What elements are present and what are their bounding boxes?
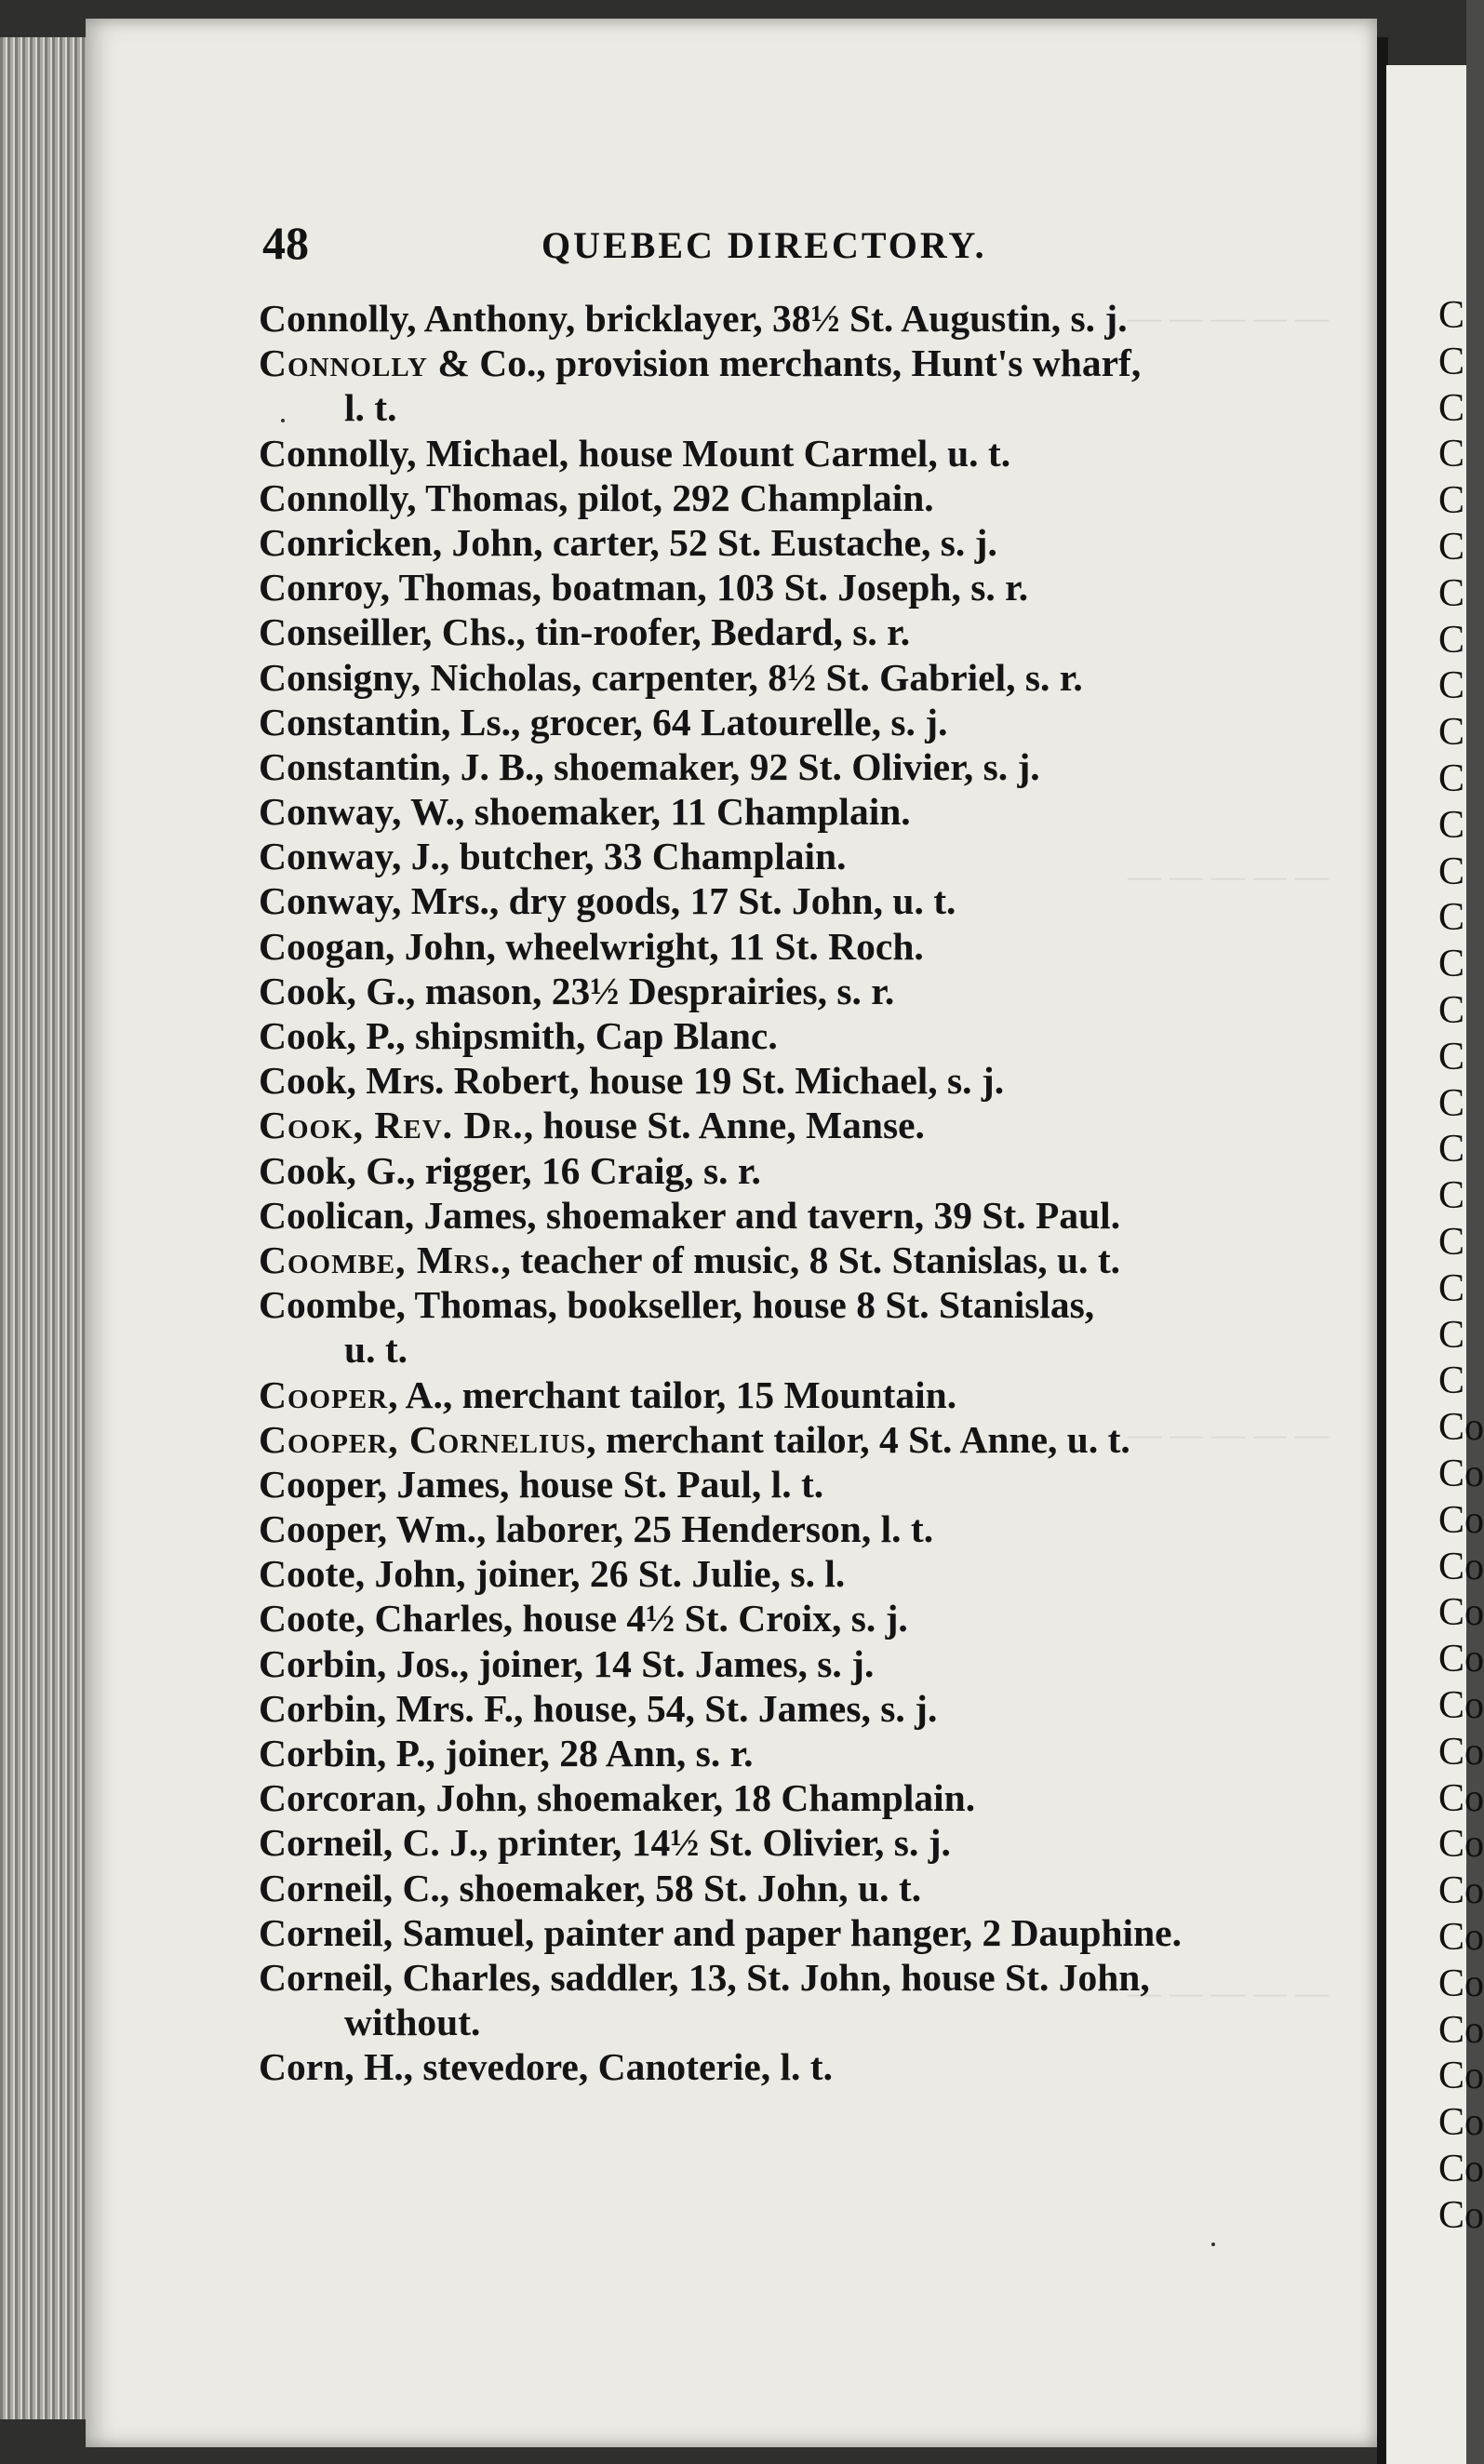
directory-entry — [259, 1103, 1282, 1147]
entry-line: Cooper, James, house St. Paul, l. t. — [259, 1462, 824, 1506]
entry-continuation-line: u. t. — [344, 1328, 408, 1372]
next-page-letter: C — [1438, 1128, 1465, 1172]
directory-entry — [259, 296, 1282, 341]
next-page-letter: C — [1438, 294, 1465, 337]
directory-entry — [259, 878, 1282, 923]
next-page-letter: C — [1438, 1081, 1465, 1125]
entry-line: Cooper, Wm., laborer, 25 Henderson, l. t. — [259, 1507, 934, 1551]
show-through: — — — — — — [1128, 857, 1329, 894]
directory-entry — [259, 1866, 1282, 1910]
entry-line: Constantin, Ls., grocer, 64 Latourelle, s. j. — [259, 700, 948, 743]
directory-entry — [259, 1193, 1282, 1238]
directory-entry — [259, 1910, 1282, 1955]
entry-line: Cooper, Cornelius, merchant tailor, 4 St. Anne, u. t. — [259, 1417, 1130, 1461]
directory-entry — [259, 1641, 1282, 1686]
entry-line: Corneil, Charles, saddler, 13, St. John, house St. John, — [259, 1955, 1150, 1999]
directory-entry — [259, 1282, 1282, 1372]
directory-entry — [259, 789, 1282, 834]
next-page-letter: C — [1438, 1174, 1465, 1218]
directory-entry — [259, 700, 1282, 744]
entry-line: Cook, G., rigger, 16 Craig, s. r. — [259, 1148, 761, 1192]
next-page-letter: Co — [1438, 2193, 1484, 2237]
show-through: — — — — — — [1128, 299, 1329, 336]
entry-line: Coombe, Mrs., teacher of music, 8 St. Stanislas, u. t. — [259, 1238, 1121, 1281]
next-page-letter: C — [1438, 479, 1465, 523]
directory-entry — [259, 655, 1282, 700]
next-page-letter: Co — [1438, 1823, 1484, 1867]
entry-line: Connolly, Anthony, bricklayer, 38½ St. Augustin, s. j. — [259, 297, 1128, 340]
directory-entry — [259, 341, 1282, 430]
entry-line: Corbin, P., joiner, 28 Ann, s. r. — [259, 1732, 754, 1774]
next-page-letter: C — [1438, 803, 1465, 847]
entry-line: Connolly & Co., provision merchants, Hunt's wharf, — [259, 341, 1142, 385]
next-page-letter: C — [1438, 433, 1465, 476]
directory-entries — [259, 296, 1282, 2090]
next-page-letter: Co — [1438, 1869, 1484, 1913]
directory-entry — [259, 431, 1282, 475]
entry-line: Corneil, C. J., printer, 14½ St. Olivier, s. j. — [259, 1821, 951, 1865]
entry-line: Coote, Charles, house 4½ St. Croix, s. j. — [259, 1597, 908, 1640]
directory-entry — [259, 1417, 1282, 1462]
directory-entry — [259, 924, 1282, 969]
next-page-letter: C — [1438, 340, 1465, 383]
directory-entry — [259, 969, 1282, 1013]
next-page-letter: C — [1438, 943, 1465, 986]
next-page-letter: C — [1438, 896, 1465, 940]
next-page-letter: C — [1438, 1359, 1465, 1403]
directory-entry — [259, 1955, 1282, 2044]
next-page-letter: Co — [1438, 1684, 1484, 1727]
entry-line: Conroy, Thomas, boatman, 103 St. Joseph, s. r. — [259, 566, 1029, 609]
entry-continuation-line: l. t. — [344, 386, 397, 430]
entry-line: Cook, P., shipsmith, Cap Blanc. — [259, 1014, 778, 1057]
next-page-letter: Co — [1438, 2148, 1484, 2190]
next-page-letter: Co — [1438, 2008, 1484, 2052]
entry-line: Cook, Mrs. Robert, house 19 St. Michael, s. j. — [259, 1059, 1005, 1103]
next-page-letter: Co — [1438, 1776, 1484, 1820]
entry-line: Corn, H., stevedore, Canoterie, l. t. — [259, 2045, 833, 2089]
show-through: — — — — — — [1128, 1415, 1329, 1453]
entry-line: Conway, Mrs., dry goods, 17 St. John, u. t. — [259, 879, 956, 923]
entry-line: Conway, W., shoemaker, 11 Champlain. — [259, 790, 911, 834]
show-through: — — — — — — [1128, 1974, 1329, 2011]
directory-entry — [259, 1551, 1282, 1596]
paper-speck — [1211, 2243, 1215, 2246]
directory-entry — [259, 1731, 1282, 1775]
directory-entry — [259, 1373, 1282, 1417]
directory-entry — [259, 475, 1282, 520]
next-page-letter: C — [1438, 757, 1465, 800]
entry-line: Cooper, A., merchant tailor, 15 Mountain. — [259, 1373, 957, 1416]
next-page-letter: C — [1438, 526, 1465, 569]
entry-line: Coogan, John, wheelwright, 11 St. Roch. — [259, 924, 924, 968]
next-page-letter: Co — [1438, 1591, 1484, 1635]
next-page-letter: Co — [1438, 1638, 1484, 1681]
directory-entry — [259, 1058, 1282, 1103]
entry-line: Corbin, Jos., joiner, 14 St. James, s. j. — [259, 1641, 875, 1685]
next-page-letter: Co — [1438, 1916, 1484, 1959]
entry-line: Conway, J., butcher, 33 Champlain. — [259, 835, 847, 878]
running-head: QUEBEC DIRECTORY. — [541, 224, 987, 266]
next-page-letter: Co — [1438, 1545, 1484, 1588]
next-page-letter: Co — [1438, 1453, 1484, 1495]
next-page-letter: C — [1438, 1035, 1465, 1078]
next-page-letter: Co — [1438, 2055, 1484, 2098]
directory-entry — [259, 1820, 1282, 1865]
next-page-letter: C — [1438, 664, 1465, 708]
entry-line: Constantin, J. B., shoemaker, 92 St. Olivier, s. j. — [259, 744, 1040, 788]
next-page-letter: C — [1438, 571, 1465, 615]
directory-entry — [259, 834, 1282, 878]
next-page-letter: C — [1438, 711, 1465, 755]
next-page-letter: C — [1438, 850, 1465, 893]
directory-entry — [259, 1775, 1282, 1820]
entry-line: Consigny, Nicholas, carpenter, 8½ St. Gabriel, s. r. — [259, 655, 1083, 699]
entry-line: Coote, John, joiner, 26 St. Julie, s. l. — [259, 1552, 846, 1596]
entry-line: Connolly, Michael, house Mount Carmel, u. t. — [259, 431, 1011, 475]
directory-entry — [259, 565, 1282, 609]
page-header — [262, 216, 1286, 272]
directory-entry — [259, 1148, 1282, 1193]
entry-line: Conseiller, Chs., tin-roofer, Bedard, s. r. — [259, 610, 911, 654]
page-number: 48 — [262, 217, 309, 269]
entry-line: Corcoran, John, shoemaker, 18 Champlain. — [259, 1776, 976, 1820]
directory-entry — [259, 1596, 1282, 1640]
next-page-letter: C — [1438, 1221, 1465, 1264]
next-page-letter: Co — [1438, 1498, 1484, 1542]
next-page-letter: C — [1438, 1313, 1465, 1357]
directory-entry — [259, 609, 1282, 654]
entry-continuation-line: without. — [344, 2001, 481, 2044]
directory-entry — [259, 520, 1282, 565]
entry-line: Corbin, Mrs. F., house, 54, St. James, s. j. — [259, 1686, 938, 1730]
entry-line: Coolican, James, shoemaker and tavern, 39 St. Paul. — [259, 1193, 1121, 1237]
book-binding-edge — [0, 37, 86, 2419]
entry-line: Coombe, Thomas, bookseller, house 8 St. Stanislas, — [259, 1283, 1095, 1327]
next-page-letter: C — [1438, 989, 1465, 1032]
next-page-letter: C — [1438, 1266, 1465, 1310]
directory-entry — [259, 744, 1282, 789]
directory-entry — [259, 1686, 1282, 1731]
next-page-letter: Co — [1438, 1406, 1484, 1450]
next-page-letter: C — [1438, 386, 1465, 430]
directory-entry — [259, 2044, 1282, 2089]
entry-line: Cook, Rev. Dr., house St. Anne, Manse. — [259, 1104, 925, 1147]
entry-line: Conricken, John, carter, 52 St. Eustache, s. j. — [259, 520, 997, 564]
entry-line: Cook, G., mason, 23½ Desprairies, s. r. — [259, 969, 895, 1012]
next-page-letter: Co — [1438, 1730, 1484, 1774]
entry-line: Corneil, Samuel, painter and paper hanger, 2 Dauphine. — [259, 1910, 1182, 1954]
directory-entry — [259, 1238, 1282, 1282]
entry-line: Connolly, Thomas, pilot, 292 Champlain. — [259, 475, 934, 519]
next-page-letter: Co — [1438, 2101, 1484, 2145]
directory-entry — [259, 1462, 1282, 1507]
entry-line: Corneil, C., shoemaker, 58 St. John, u. t. — [259, 1866, 922, 1909]
next-page-letter: Co — [1438, 1962, 1484, 2005]
directory-entry — [259, 1507, 1282, 1551]
directory-entry — [259, 1013, 1282, 1058]
next-page-letter: C — [1438, 618, 1465, 662]
